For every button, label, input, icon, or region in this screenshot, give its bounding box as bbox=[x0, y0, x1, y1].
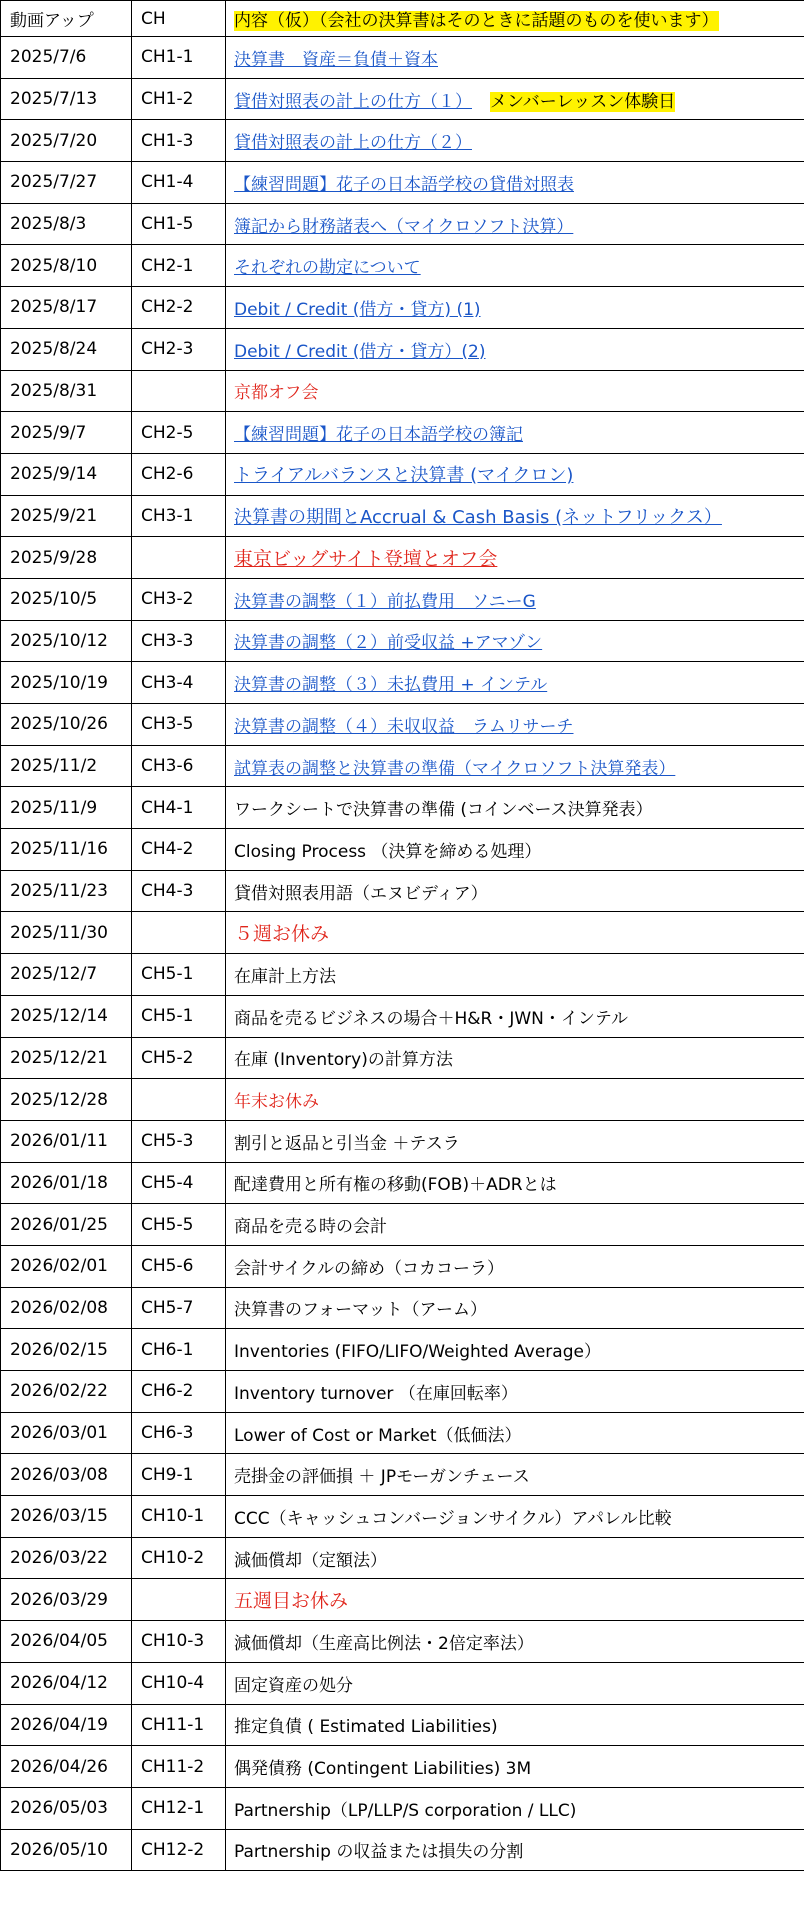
content-cell bbox=[226, 162, 804, 204]
table-row bbox=[1, 662, 804, 704]
table-row bbox=[1, 1120, 804, 1162]
content-cell bbox=[226, 1120, 804, 1162]
date-cell: 2026/03/08 bbox=[1, 1454, 132, 1496]
ch-cell: CH2-6 bbox=[132, 453, 226, 495]
content-cell bbox=[226, 1329, 804, 1371]
ch-cell: CH3-3 bbox=[132, 620, 226, 662]
ch-cell: CH5-2 bbox=[132, 1037, 226, 1079]
lesson-title: 年末お休み bbox=[234, 1092, 319, 1113]
ch-cell bbox=[132, 370, 226, 412]
table-row bbox=[1, 1746, 804, 1788]
table-row bbox=[1, 1037, 804, 1079]
ch-cell: CH9-1 bbox=[132, 1454, 226, 1496]
header-row bbox=[1, 1, 804, 37]
date-cell: 2025/10/5 bbox=[1, 578, 132, 620]
content-cell bbox=[226, 1662, 804, 1704]
lesson-title: 商品を売るビジネスの場合＋H&R・JWN・インテル bbox=[234, 1008, 629, 1029]
content-cell bbox=[226, 495, 804, 537]
content-cell bbox=[226, 1079, 804, 1121]
lesson-title: ワークシートで決算書の準備 (コインベース決算発表） bbox=[234, 800, 653, 821]
content-cell bbox=[226, 1621, 804, 1663]
lesson-link[interactable]: 貸借対照表の計上の仕方（１） bbox=[234, 91, 472, 112]
date-cell: 2025/7/13 bbox=[1, 78, 132, 120]
lesson-link[interactable]: 決算書の調整（４）未収収益 ラムリサーチ bbox=[234, 716, 574, 737]
lesson-link[interactable]: 試算表の調整と決算書の準備（マイクロソフト決算発表） bbox=[234, 758, 676, 779]
ch-cell: CH1-2 bbox=[132, 78, 226, 120]
lesson-title: 決算書のフォーマット（アーム） bbox=[234, 1300, 487, 1321]
ch-cell: CH10-1 bbox=[132, 1496, 226, 1538]
ch-cell bbox=[132, 1579, 226, 1621]
table-row bbox=[1, 1245, 804, 1287]
table-row bbox=[1, 537, 804, 579]
date-cell: 2026/05/03 bbox=[1, 1787, 132, 1829]
lesson-title: Partnership（LP/LLP/S corporation / LLC) bbox=[234, 1800, 577, 1821]
table-row bbox=[1, 1537, 804, 1579]
date-cell: 2025/10/26 bbox=[1, 704, 132, 746]
ch-cell: CH5-1 bbox=[132, 954, 226, 996]
ch-cell bbox=[132, 537, 226, 579]
content-cell bbox=[226, 662, 804, 704]
content-cell bbox=[226, 1537, 804, 1579]
lesson-title: 減価償却（生産高比例法・2倍定率法） bbox=[234, 1633, 534, 1654]
table-row bbox=[1, 829, 804, 871]
content-cell bbox=[226, 787, 804, 829]
table-row bbox=[1, 870, 804, 912]
ch-cell: CH1-4 bbox=[132, 162, 226, 204]
date-cell: 2025/9/7 bbox=[1, 412, 132, 454]
content-cell bbox=[226, 287, 804, 329]
content-cell bbox=[226, 1162, 804, 1204]
date-cell: 2026/03/22 bbox=[1, 1537, 132, 1579]
table-row bbox=[1, 745, 804, 787]
ch-cell bbox=[132, 912, 226, 954]
header-date: 動画アップ bbox=[1, 1, 132, 37]
content-cell bbox=[226, 1371, 804, 1413]
lesson-title: 固定資産の処分 bbox=[234, 1675, 353, 1696]
date-cell: 2026/01/25 bbox=[1, 1204, 132, 1246]
member-lesson-badge: メンバーレッスン体験日 bbox=[490, 91, 676, 112]
table-row bbox=[1, 620, 804, 662]
ch-cell: CH10-3 bbox=[132, 1621, 226, 1663]
content-cell bbox=[226, 203, 804, 245]
ch-cell: CH4-3 bbox=[132, 870, 226, 912]
table-row bbox=[1, 495, 804, 537]
content-cell bbox=[226, 370, 804, 412]
table-row bbox=[1, 37, 804, 79]
header-ch: CH bbox=[132, 1, 226, 37]
lesson-title: Inventory turnover （在庫回転率） bbox=[234, 1383, 518, 1404]
ch-cell: CH2-1 bbox=[132, 245, 226, 287]
content-cell bbox=[226, 1245, 804, 1287]
date-cell: 2026/03/01 bbox=[1, 1412, 132, 1454]
lesson-link[interactable]: 【練習問題】花子の日本語学校の簿記 bbox=[234, 425, 523, 446]
lesson-title: 売掛金の評価損 ＋ JPモーガンチェース bbox=[234, 1467, 530, 1488]
lesson-title: 在庫 (Inventory)の計算方法 bbox=[234, 1050, 453, 1071]
table-row bbox=[1, 412, 804, 454]
table-row bbox=[1, 78, 804, 120]
date-cell: 2026/02/01 bbox=[1, 1245, 132, 1287]
ch-cell: CH10-4 bbox=[132, 1662, 226, 1704]
content-cell bbox=[226, 1704, 804, 1746]
lesson-link[interactable]: 【練習問題】花子の日本語学校の貸借対照表 bbox=[234, 174, 574, 195]
lesson-title: Lower of Cost or Market（低価法） bbox=[234, 1425, 522, 1446]
ch-cell: CH6-2 bbox=[132, 1371, 226, 1413]
date-cell: 2025/11/9 bbox=[1, 787, 132, 829]
lesson-link[interactable]: Debit / Credit (借方・貸方）(2) bbox=[234, 341, 486, 362]
content-cell bbox=[226, 578, 804, 620]
lesson-title: CCC（キャッシュコンバージョンサイクル）アパレル比較 bbox=[234, 1508, 672, 1529]
date-cell: 2025/11/30 bbox=[1, 912, 132, 954]
date-cell: 2025/12/28 bbox=[1, 1079, 132, 1121]
table-row bbox=[1, 1287, 804, 1329]
content-cell bbox=[226, 328, 804, 370]
ch-cell bbox=[132, 1079, 226, 1121]
table-row bbox=[1, 704, 804, 746]
lesson-title: 五週目お休み bbox=[234, 1590, 349, 1613]
ch-cell: CH5-3 bbox=[132, 1120, 226, 1162]
ch-cell: CH3-6 bbox=[132, 745, 226, 787]
content-cell bbox=[226, 1579, 804, 1621]
date-cell: 2026/01/18 bbox=[1, 1162, 132, 1204]
content-cell bbox=[226, 620, 804, 662]
ch-cell: CH12-2 bbox=[132, 1829, 226, 1871]
date-cell: 2025/8/3 bbox=[1, 203, 132, 245]
ch-cell: CH12-1 bbox=[132, 1787, 226, 1829]
lesson-link[interactable]: トライアルバランスと決算書 (マイクロン) bbox=[234, 465, 574, 487]
lesson-title: 在庫計上方法 bbox=[234, 966, 336, 987]
lesson-title: 推定負債 ( Estimated Liabilities) bbox=[234, 1717, 498, 1738]
date-cell: 2026/04/26 bbox=[1, 1746, 132, 1788]
lesson-title: Partnership の収益または損失の分割 bbox=[234, 1842, 524, 1863]
ch-cell: CH1-5 bbox=[132, 203, 226, 245]
table-row bbox=[1, 787, 804, 829]
content-cell bbox=[226, 453, 804, 495]
date-cell: 2025/9/21 bbox=[1, 495, 132, 537]
lesson-link[interactable]: 東京ビッグサイト登壇とオフ会 bbox=[234, 548, 498, 571]
lesson-link[interactable]: Debit / Credit (借方・貸方) (1) bbox=[234, 299, 481, 320]
table-row bbox=[1, 578, 804, 620]
ch-cell: CH3-4 bbox=[132, 662, 226, 704]
content-cell bbox=[226, 537, 804, 579]
table-row bbox=[1, 120, 804, 162]
table-row bbox=[1, 954, 804, 996]
date-cell: 2025/8/31 bbox=[1, 370, 132, 412]
ch-cell: CH6-1 bbox=[132, 1329, 226, 1371]
lesson-link[interactable]: 簿記から財務諸表へ（マイクロソフト決算） bbox=[234, 216, 574, 237]
content-cell bbox=[226, 912, 804, 954]
ch-cell: CH6-3 bbox=[132, 1412, 226, 1454]
content-cell bbox=[226, 995, 804, 1037]
date-cell: 2026/02/15 bbox=[1, 1329, 132, 1371]
date-cell: 2025/7/20 bbox=[1, 120, 132, 162]
table-row bbox=[1, 1204, 804, 1246]
table-row bbox=[1, 1579, 804, 1621]
date-cell: 2025/10/19 bbox=[1, 662, 132, 704]
lesson-title: Inventories (FIFO/LIFO/Weighted Average） bbox=[234, 1342, 601, 1363]
table-row bbox=[1, 328, 804, 370]
table-row bbox=[1, 287, 804, 329]
table-row bbox=[1, 1704, 804, 1746]
ch-cell: CH3-1 bbox=[132, 495, 226, 537]
lesson-link[interactable]: 決算書 資産＝負債＋資本 bbox=[234, 49, 438, 70]
ch-cell: CH3-2 bbox=[132, 578, 226, 620]
date-cell: 2025/12/21 bbox=[1, 1037, 132, 1079]
table-row bbox=[1, 1412, 804, 1454]
table-row bbox=[1, 912, 804, 954]
date-cell: 2025/8/10 bbox=[1, 245, 132, 287]
table-row bbox=[1, 162, 804, 204]
lesson-title: 偶発債務 (Contingent Liabilities) 3M bbox=[234, 1759, 532, 1780]
content-cell bbox=[226, 745, 804, 787]
table-row bbox=[1, 1371, 804, 1413]
lesson-title: 京都オフ会 bbox=[234, 383, 319, 404]
lesson-link[interactable]: 決算書の調整（３）未払費用 + インテル bbox=[234, 675, 548, 696]
content-cell bbox=[226, 1496, 804, 1538]
table-row bbox=[1, 1662, 804, 1704]
content-cell bbox=[226, 245, 804, 287]
content-cell bbox=[226, 1037, 804, 1079]
date-cell: 2025/12/7 bbox=[1, 954, 132, 996]
table-row bbox=[1, 370, 804, 412]
table-row bbox=[1, 245, 804, 287]
ch-cell: CH4-2 bbox=[132, 829, 226, 871]
ch-cell: CH5-1 bbox=[132, 995, 226, 1037]
date-cell: 2025/9/28 bbox=[1, 537, 132, 579]
content-cell bbox=[226, 1787, 804, 1829]
table-row bbox=[1, 1454, 804, 1496]
header-content-cell bbox=[226, 1, 804, 37]
date-cell: 2026/02/08 bbox=[1, 1287, 132, 1329]
date-cell: 2025/8/24 bbox=[1, 328, 132, 370]
content-cell bbox=[226, 412, 804, 454]
header-content: 内容（仮）（会社の決算書はそのときに話題のものを使います） bbox=[234, 11, 719, 31]
content-cell bbox=[226, 1454, 804, 1496]
lesson-title: 配達費用と所有権の移動(FOB)＋ADRとは bbox=[234, 1175, 557, 1196]
table-row bbox=[1, 1496, 804, 1538]
ch-cell: CH11-1 bbox=[132, 1704, 226, 1746]
table-row bbox=[1, 453, 804, 495]
content-cell bbox=[226, 954, 804, 996]
date-cell: 2025/11/2 bbox=[1, 745, 132, 787]
ch-cell: CH10-2 bbox=[132, 1537, 226, 1579]
content-cell bbox=[226, 1204, 804, 1246]
date-cell: 2026/04/12 bbox=[1, 1662, 132, 1704]
date-cell: 2025/7/27 bbox=[1, 162, 132, 204]
content-cell bbox=[226, 37, 804, 79]
date-cell: 2025/11/16 bbox=[1, 829, 132, 871]
ch-cell: CH3-5 bbox=[132, 704, 226, 746]
lesson-title: 減価償却（定額法） bbox=[234, 1550, 387, 1571]
ch-cell: CH11-2 bbox=[132, 1746, 226, 1788]
lesson-link[interactable]: 貸借対照表の計上の仕方（２） bbox=[234, 133, 472, 154]
date-cell: 2026/04/05 bbox=[1, 1621, 132, 1663]
content-cell bbox=[226, 120, 804, 162]
lesson-title: 商品を売る時の会計 bbox=[234, 1217, 387, 1238]
date-cell: 2026/05/10 bbox=[1, 1829, 132, 1871]
ch-cell: CH2-3 bbox=[132, 328, 226, 370]
table-row bbox=[1, 995, 804, 1037]
table-row bbox=[1, 1621, 804, 1663]
table-row bbox=[1, 1079, 804, 1121]
lesson-title: ５週お休み bbox=[234, 923, 330, 946]
date-cell: 2026/03/15 bbox=[1, 1496, 132, 1538]
ch-cell: CH1-1 bbox=[132, 37, 226, 79]
date-cell: 2026/03/29 bbox=[1, 1579, 132, 1621]
table-row bbox=[1, 203, 804, 245]
content-cell bbox=[226, 1412, 804, 1454]
date-cell: 2026/04/19 bbox=[1, 1704, 132, 1746]
content-cell bbox=[226, 704, 804, 746]
content-cell bbox=[226, 829, 804, 871]
ch-cell: CH5-4 bbox=[132, 1162, 226, 1204]
lesson-link[interactable]: 決算書の調整（２）前受収益 +アマゾン bbox=[234, 633, 543, 654]
date-cell: 2025/12/14 bbox=[1, 995, 132, 1037]
date-cell: 2026/01/11 bbox=[1, 1120, 132, 1162]
lesson-link[interactable]: 決算書の期間とAccrual & Cash Basis (ネットフリックス） bbox=[234, 506, 722, 528]
content-cell bbox=[226, 1829, 804, 1871]
ch-cell: CH5-7 bbox=[132, 1287, 226, 1329]
ch-cell: CH2-2 bbox=[132, 287, 226, 329]
content-cell bbox=[226, 870, 804, 912]
table-row bbox=[1, 1162, 804, 1204]
date-cell: 2025/11/23 bbox=[1, 870, 132, 912]
ch-cell: CH2-5 bbox=[132, 412, 226, 454]
content-cell bbox=[226, 78, 804, 120]
date-cell: 2025/8/17 bbox=[1, 287, 132, 329]
lesson-title: 貸借対照表用語（エヌビディア） bbox=[234, 883, 488, 904]
lesson-link[interactable]: それぞれの勘定について bbox=[234, 258, 421, 279]
lesson-title: 割引と返品と引当金 ＋テスラ bbox=[234, 1133, 460, 1154]
ch-cell: CH5-6 bbox=[132, 1245, 226, 1287]
date-cell: 2025/7/6 bbox=[1, 37, 132, 79]
lesson-title: 会計サイクルの締め（コカコーラ） bbox=[234, 1258, 504, 1279]
content-cell bbox=[226, 1287, 804, 1329]
lesson-title: Closing Process （決算を締める処理） bbox=[234, 841, 542, 862]
date-cell: 2026/02/22 bbox=[1, 1371, 132, 1413]
lesson-link[interactable]: 決算書の調整（１）前払費用 ソニーG bbox=[234, 591, 536, 612]
ch-cell: CH5-5 bbox=[132, 1204, 226, 1246]
ch-cell: CH1-3 bbox=[132, 120, 226, 162]
content-cell bbox=[226, 1746, 804, 1788]
ch-cell: CH4-1 bbox=[132, 787, 226, 829]
table-row bbox=[1, 1329, 804, 1371]
date-cell: 2025/10/12 bbox=[1, 620, 132, 662]
date-cell: 2025/9/14 bbox=[1, 453, 132, 495]
table-row bbox=[1, 1787, 804, 1829]
table-row bbox=[1, 1829, 804, 1871]
